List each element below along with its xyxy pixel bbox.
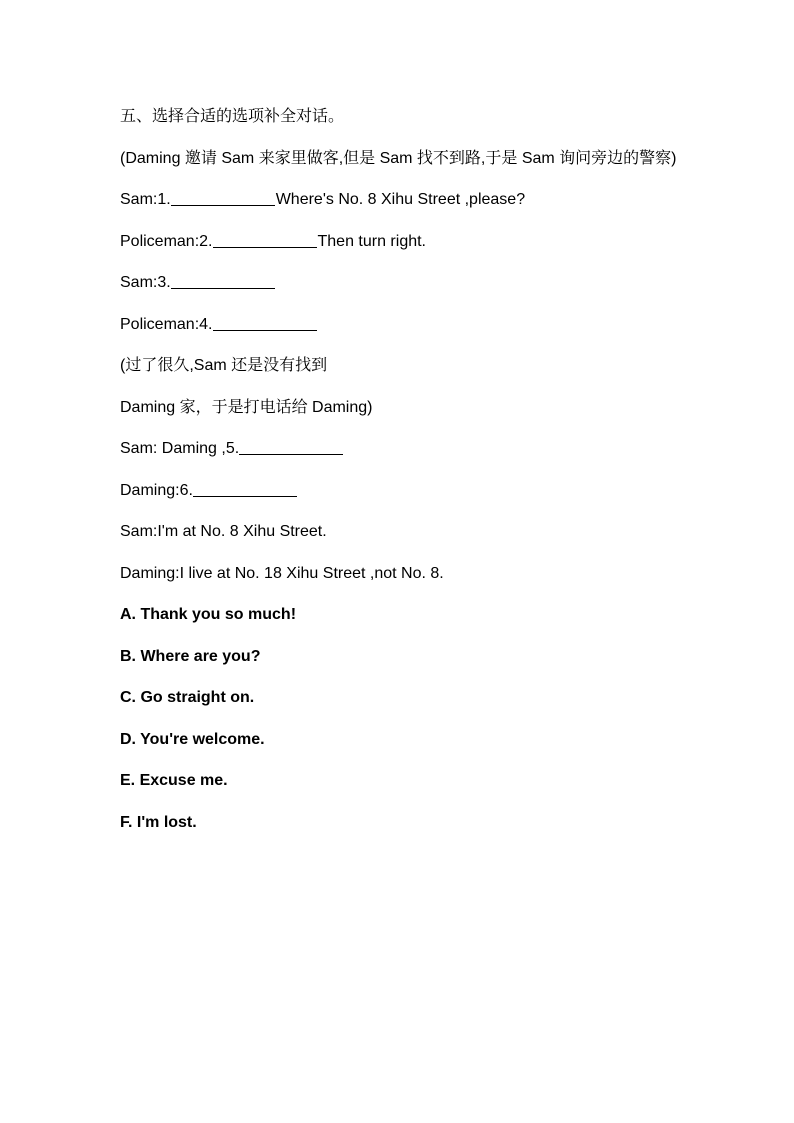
option-b: B. Where are you?: [120, 647, 261, 665]
speaker-prefix: Policeman:2.: [120, 232, 213, 250]
answer-blank-1[interactable]: [171, 189, 275, 206]
dialogue-line-3: [120, 262, 700, 304]
dialogue-line-6: [120, 470, 700, 512]
speaker-prefix: Daming:6.: [120, 481, 193, 499]
option-d: D. You're welcome.: [120, 730, 265, 748]
answer-blank-5[interactable]: [239, 438, 343, 455]
line-text: Then turn right.: [317, 232, 426, 250]
speaker-prefix: Sam:3.: [120, 274, 171, 291]
answer-blank-4[interactable]: [213, 314, 317, 331]
scene-note-line-1: (过了很久,Sam 还是没有找到: [120, 357, 328, 374]
answer-blank-2[interactable]: [213, 231, 317, 248]
answer-blank-3[interactable]: [171, 272, 275, 289]
option-f: F. I'm lost.: [120, 813, 197, 831]
scene-description: (Daming 邀请 Sam 来家里做客,但是 Sam 找不到路,于是 Sam 询问旁边的警察): [120, 149, 677, 167]
dialogue-line-7: Sam:I'm at No. 8 Xihu Street.: [120, 523, 327, 540]
dialogue-line-8: Daming:I live at No. 18 Xihu Street ,not No. 8.: [120, 564, 444, 582]
speaker-prefix: Policeman:4.: [120, 315, 213, 333]
speaker-prefix: Sam:1.: [120, 191, 171, 208]
option-c: C. Go straight on.: [120, 689, 255, 706]
speaker-prefix: Sam: Daming ,5.: [120, 440, 240, 457]
dialogue-line-2: [120, 221, 700, 263]
option-a: A. Thank you so much!: [120, 606, 297, 623]
answer-blank-6[interactable]: [193, 480, 297, 497]
dialogue-line-5: [120, 428, 700, 470]
section-heading: 五、选择合适的选项补全对话。: [120, 108, 345, 125]
option-e: E. Excuse me.: [120, 772, 228, 789]
line-text: Where's No. 8 Xihu Street ,please?: [275, 191, 526, 208]
scene-note-line-2: Daming 家，于是打电话给 Daming): [120, 398, 373, 416]
worksheet-page: [120, 96, 700, 843]
dialogue-line-1: [120, 179, 700, 221]
dialogue-line-4: [120, 304, 700, 346]
